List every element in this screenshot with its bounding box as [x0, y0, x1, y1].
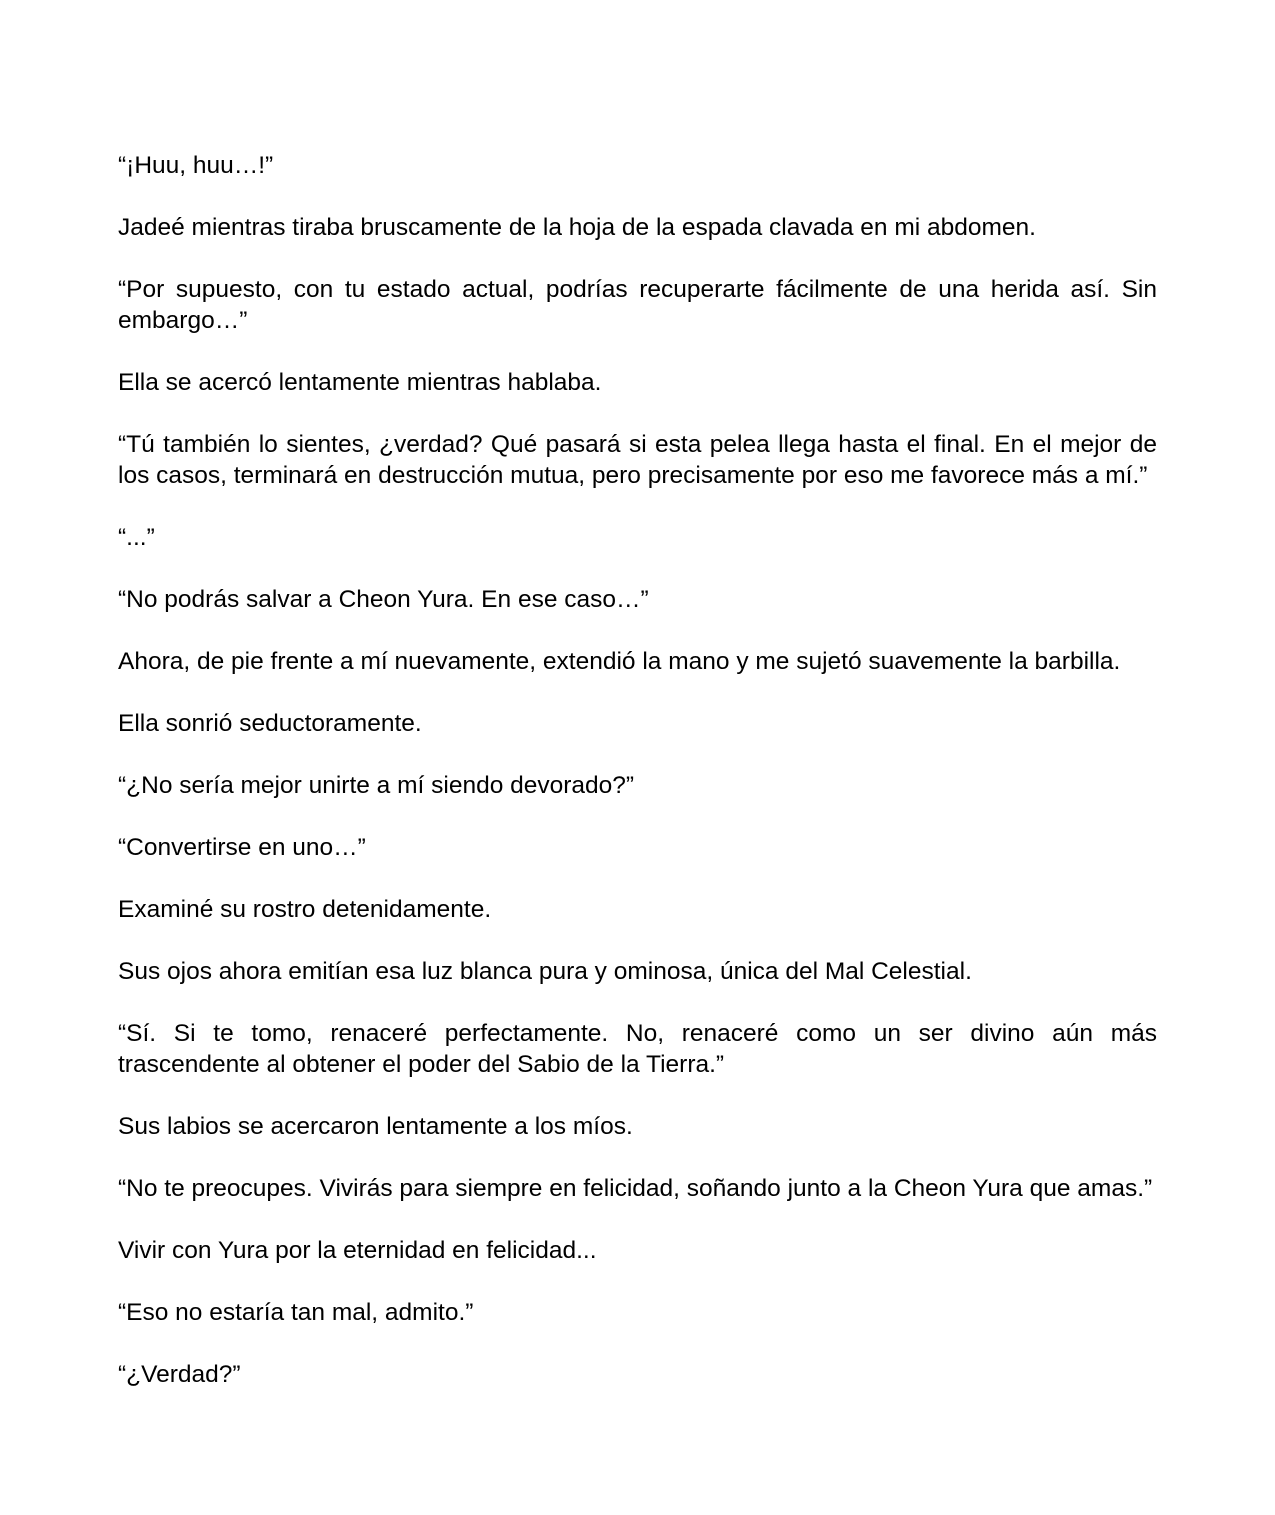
document-page: [118, 150, 1157, 1390]
paragraph: “¡Huu, huu…!”: [118, 152, 274, 179]
paragraph: Vivir con Yura por la eternidad en felicidad...: [118, 1237, 597, 1264]
paragraph: Examiné su rostro detenidamente.: [118, 896, 492, 923]
paragraph: “Convertirse en uno…”: [118, 834, 366, 861]
paragraph: “¿No sería mejor unirte a mí siendo devorado?”: [118, 772, 635, 799]
paragraph: Ella se acercó lentamente mientras hablaba.: [118, 369, 602, 396]
paragraph: “No te preocupes. Vivirás para siempre en felicidad, soñando junto a la Cheon Yura que amas.”: [118, 1175, 1153, 1202]
paragraph: “Sí. Si te tomo, renaceré perfectamente. No, renaceré como un ser divino aún más trascendente al obtener el poder del Sabio de la Tierra.”: [118, 1020, 1157, 1078]
paragraph: Jadeé mientras tiraba bruscamente de la hoja de la espada clavada en mi abdomen.: [118, 214, 1036, 241]
paragraph: “No podrás salvar a Cheon Yura. En ese caso…”: [118, 586, 649, 613]
paragraph: Sus labios se acercaron lentamente a los míos.: [118, 1113, 633, 1140]
paragraph: “¿Verdad?”: [118, 1361, 241, 1388]
paragraph: Sus ojos ahora emitían esa luz blanca pura y ominosa, única del Mal Celestial.: [118, 958, 972, 985]
paragraph: Ahora, de pie frente a mí nuevamente, extendió la mano y me sujetó suavemente la barbilla.: [118, 648, 1121, 675]
paragraph: Ella sonrió seductoramente.: [118, 710, 422, 737]
paragraph: “Eso no estaría tan mal, admito.”: [118, 1299, 474, 1326]
paragraph: “Tú también lo sientes, ¿verdad? Qué pasará si esta pelea llega hasta el final. En el mejor de los casos, terminará en destrucción mutua, pero precisamente por eso me favorece más a mí.”: [118, 431, 1157, 489]
paragraph: “Por supuesto, con tu estado actual, podrías recuperarte fácilmente de una herida así. Sin embargo…”: [118, 276, 1157, 334]
paragraph: “...”: [118, 524, 155, 551]
